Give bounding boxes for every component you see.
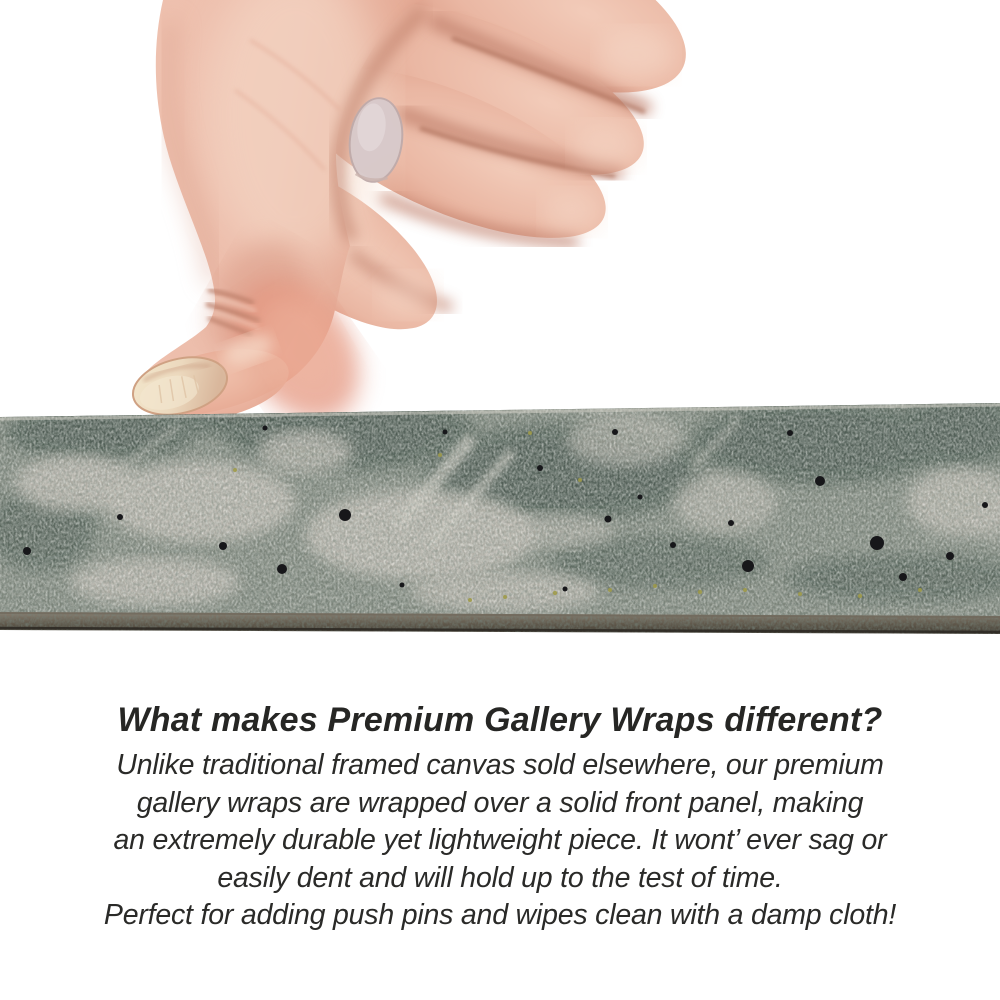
caption-heading: What makes Premium Gallery Wraps different? <box>117 701 883 739</box>
hand <box>127 0 711 444</box>
caption-block <box>0 701 1000 935</box>
caption-line: easily dent and will hold up to the test of time. <box>217 861 783 894</box>
caption-line: an extremely durable yet lightweight piece. It wont’ ever sag or <box>113 824 887 856</box>
caption-line: Unlike traditional framed canvas sold elsewhere, our premium <box>116 749 884 781</box>
canvas-strip <box>0 392 1000 634</box>
caption-line: Perfect for adding push pins and wipes clean with a damp cloth! <box>103 899 897 931</box>
caption-line: gallery wraps are wrapped over a solid front panel, making <box>136 786 864 819</box>
